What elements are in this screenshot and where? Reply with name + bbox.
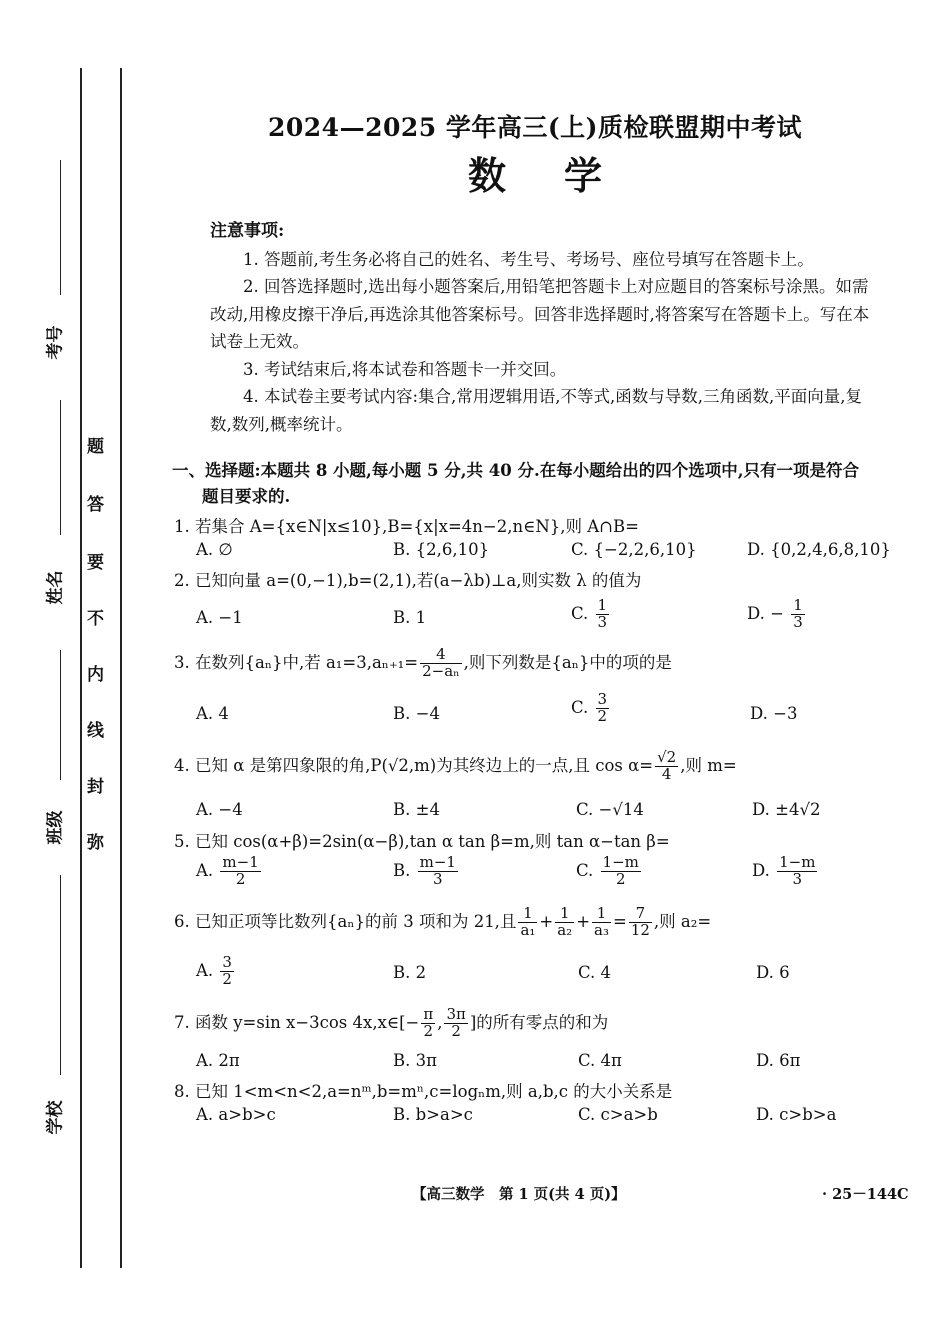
q3-stem-fraction xyxy=(420,647,462,680)
q2-option-c-label: C. xyxy=(571,603,589,623)
q4-option-b: B. ±4 xyxy=(393,800,440,819)
q2-option-d xyxy=(747,598,807,631)
fraction-denominator: 3 xyxy=(793,612,803,631)
q8-option-c: C. c>a>b xyxy=(578,1105,658,1124)
q7-stem-part-a: 7. 函数 y=sin x−3cos 4x,x∈[− xyxy=(174,1012,420,1032)
q4-option-a: A. −4 xyxy=(196,800,243,819)
field-xuexiao: 学校 xyxy=(45,1100,66,1135)
q6-equals: = xyxy=(613,911,627,931)
fraction-denominator: 2 xyxy=(615,869,626,888)
fraction-numerator: m−1 xyxy=(419,853,456,871)
seal-char: 线 xyxy=(87,721,104,741)
q8-option-a: A. a>b>c xyxy=(196,1105,276,1124)
fraction-denominator: a₃ xyxy=(594,920,609,939)
q2-option-a: A. −1 xyxy=(196,608,243,627)
fraction-numerator: 4 xyxy=(420,647,462,664)
xuexiao-blank xyxy=(60,875,61,1075)
fraction-numerator: 1−m xyxy=(602,853,639,871)
q6-option-d: D. 6 xyxy=(756,963,790,982)
q2-option-d-label: D. − xyxy=(747,603,784,623)
fraction-denominator: a₁ xyxy=(520,920,536,939)
fraction-denominator: 3 xyxy=(792,869,803,888)
q7-comma: , xyxy=(437,1012,443,1032)
q3-option-a: A. 4 xyxy=(196,704,229,723)
q5-option-c-label: C. xyxy=(576,860,594,880)
q3-stem-part-a: 3. 在数列{aₙ}中,若 a₁=3,aₙ₊₁= xyxy=(174,652,419,672)
q7-option-a: A. 2π xyxy=(196,1051,240,1070)
q6-option-a-fraction xyxy=(220,955,234,988)
q5-option-b-label: B. xyxy=(393,860,411,880)
q5-option-d-label: D. xyxy=(752,860,770,880)
fraction-numerator: 1 xyxy=(555,906,574,923)
margin-line-inner xyxy=(80,68,82,1268)
seal-char: 要 xyxy=(87,553,104,573)
fraction-denominator: 3 xyxy=(433,869,443,888)
q6-stem-part-b: ,则 a₂= xyxy=(653,911,712,931)
field-banji: 班级 xyxy=(45,810,66,845)
q7-fraction-1 xyxy=(421,1007,435,1040)
q7-option-d: D. 6π xyxy=(756,1051,801,1070)
q5-option-b-fraction xyxy=(418,855,458,888)
subject-title: 数学 xyxy=(467,153,660,198)
q6-option-a-label: A. xyxy=(196,960,214,980)
seal-char: 题 xyxy=(87,437,104,457)
fraction-numerator: 7 xyxy=(629,906,652,923)
q5-option-c-fraction xyxy=(601,855,641,888)
q5-option-a-label: A. xyxy=(196,860,214,880)
fraction-numerator: m−1 xyxy=(222,853,259,871)
q6-option-b: B. 2 xyxy=(393,963,427,982)
seal-char: 内 xyxy=(87,665,104,685)
q6-stem-part-a: 6. 已知正项等比数列{aₙ}的前 3 项和为 21,且 xyxy=(174,911,517,931)
q6-fraction-1 xyxy=(518,906,537,939)
q3-option-c-label: C. xyxy=(571,697,589,717)
fraction-denominator: 4 xyxy=(661,764,672,783)
q2-option-d-fraction xyxy=(791,598,805,631)
fraction-numerator: 1 xyxy=(597,596,608,614)
q1-option-d: D. {0,2,4,6,8,10} xyxy=(747,540,891,559)
q5-option-d-fraction xyxy=(777,855,817,888)
q6-fraction-3 xyxy=(592,906,611,939)
q1-option-b: B. {2,6,10} xyxy=(393,540,490,559)
section-heading xyxy=(172,458,912,510)
q3-option-c-fraction xyxy=(596,692,610,725)
question-2-stem: 2. 已知向量 a=(0,−1),b=(2,1),若(a−λb)⊥a,则实数 λ 的值为 xyxy=(174,571,642,590)
fraction-denominator: a₂ xyxy=(557,920,573,939)
fraction-denominator: 12 xyxy=(630,920,650,939)
fraction-numerator: 3 xyxy=(222,953,232,971)
fraction-numerator: 3π xyxy=(446,1005,466,1023)
q4-stem-part-b: ,则 m= xyxy=(680,755,737,775)
question-4-stem xyxy=(174,750,737,783)
q3-option-b: B. −4 xyxy=(393,704,440,723)
q3-stem-part-b: ,则下列数是{aₙ}中的项的是 xyxy=(463,652,672,672)
q8-option-d: D. c>b>a xyxy=(756,1105,837,1124)
q4-stem-fraction xyxy=(655,750,678,783)
margin-line-outer xyxy=(120,68,122,1268)
fraction-numerator: 1 xyxy=(592,906,611,923)
q1-option-a: A. ∅ xyxy=(196,540,233,559)
notice-item: 2. 回答选择题时,选出每小题答案后,用铅笔把答题卡上对应题目的答案标号涂黑。如需改动,用橡皮擦干净后,再选涂其他答案标号。回答非选择题时,将答案写在答题卡上。写在本试卷上无效。 xyxy=(210,277,870,351)
q5-option-c xyxy=(576,855,643,888)
q7-stem-part-b: ]的所有零点的和为 xyxy=(469,1012,609,1032)
q5-option-a-fraction xyxy=(220,855,260,888)
question-6-stem xyxy=(174,906,711,939)
fraction-numerator: 1 xyxy=(793,596,803,614)
seal-char: 答 xyxy=(87,495,104,515)
notice-item: 4. 本试卷主要考试内容:集合,常用逻辑用语,不等式,函数与导数,三角函数,平面向量,复数,数列,概率统计。 xyxy=(210,387,863,434)
q6-plus: + xyxy=(539,911,554,931)
q7-option-c: C. 4π xyxy=(578,1051,622,1070)
question-1-stem: 1. 若集合 A={x∈N|x≤10},B={x|x=4n−2,n∈N},则 A∩B= xyxy=(174,517,639,536)
fraction-numerator: 1 xyxy=(518,906,537,923)
q6-option-a xyxy=(196,955,236,988)
fraction-numerator: √2 xyxy=(657,748,677,766)
fraction-numerator: π xyxy=(423,1005,434,1023)
q8-option-b: B. b>a>c xyxy=(393,1105,473,1124)
notice-item: 1. 答题前,考生务必将自己的姓名、考生号、考场号、座位号填写在答题卡上。 xyxy=(243,249,814,269)
notice-block xyxy=(210,218,875,438)
fraction-denominator: 2 xyxy=(451,1021,461,1040)
q7-fraction-2 xyxy=(444,1007,467,1040)
section-heading-line1: 一、选择题:本题共 8 小题,每小题 5 分,共 40 分.在每小题给出的四个选项中,只有一项是符合 xyxy=(172,461,859,480)
q5-option-b xyxy=(393,855,460,888)
q6-fraction-2 xyxy=(555,906,574,939)
fraction-denominator: 2−aₙ xyxy=(422,661,460,680)
q3-option-d: D. −3 xyxy=(750,704,798,723)
seal-char: 弥 xyxy=(87,833,104,853)
question-7-stem xyxy=(174,1007,608,1040)
fraction-numerator: 3 xyxy=(597,690,608,708)
question-3-stem xyxy=(174,647,672,680)
q3-option-c xyxy=(571,692,611,725)
fraction-denominator: 2 xyxy=(222,969,232,988)
notice-head: 注意事项: xyxy=(210,221,285,241)
question-5-stem: 5. 已知 cos(α+β)=2sin(α−β),tan α tan β=m,则 tan α−tan β= xyxy=(174,832,670,851)
q4-option-d: D. ±4√2 xyxy=(752,800,821,819)
xingming-blank xyxy=(60,400,61,535)
page-indicator: 【高三数学 第 1 页(共 4 页)】 xyxy=(412,1186,626,1203)
q2-option-c-fraction xyxy=(596,598,610,631)
q6-fraction-4 xyxy=(629,906,652,939)
field-kaohao: 考号 xyxy=(45,325,66,360)
paper-code: · 25－144C xyxy=(822,1186,909,1203)
banji-blank xyxy=(60,650,61,780)
q6-plus: + xyxy=(576,911,591,931)
fraction-denominator: 2 xyxy=(597,706,608,725)
section-heading-line2: 题目要求的. xyxy=(202,487,291,506)
q5-option-d xyxy=(752,855,819,888)
notice-item: 3. 考试结束后,将本试卷和答题卡一并交回。 xyxy=(243,359,567,379)
question-8-stem: 8. 已知 1<m<n<2,a=nᵐ,b=mⁿ,c=logₙm,则 a,b,c 的大小关系是 xyxy=(174,1082,673,1101)
fraction-numerator: 1−m xyxy=(779,853,816,871)
q4-option-c: C. −√14 xyxy=(576,800,644,819)
q4-stem-part-a: 4. 已知 α 是第四象限的角,P(√2,m)为其终边上的一点,且 cos α= xyxy=(174,755,654,775)
field-xingming: 姓名 xyxy=(45,570,66,605)
fraction-denominator: 3 xyxy=(597,612,608,631)
q5-option-a xyxy=(196,855,263,888)
q2-option-b: B. 1 xyxy=(393,608,427,627)
fraction-denominator: 2 xyxy=(423,1021,434,1040)
q1-option-c: C. {−2,2,6,10} xyxy=(571,540,697,559)
q2-option-c xyxy=(571,598,611,631)
seal-char: 不 xyxy=(87,609,104,629)
seal-char: 封 xyxy=(87,777,104,797)
q7-option-b: B. 3π xyxy=(393,1051,437,1070)
q6-option-c: C. 4 xyxy=(578,963,612,982)
binding-margin xyxy=(0,0,130,1344)
exam-title: 2024—2025 学年高三(上)质检联盟期中考试 xyxy=(267,113,803,142)
fraction-denominator: 2 xyxy=(235,869,246,888)
